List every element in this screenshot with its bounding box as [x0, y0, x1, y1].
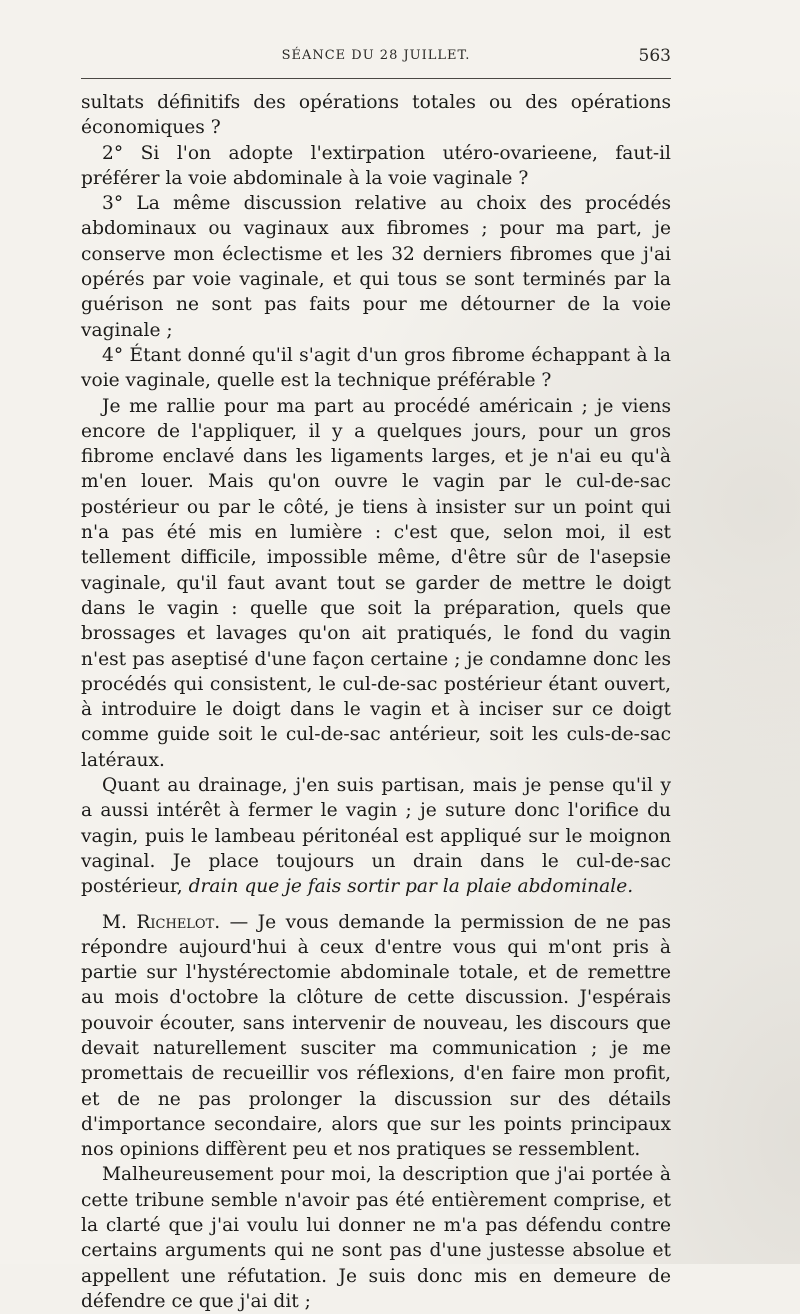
running-title: SÉANCE DU 28 JUILLET.: [281, 48, 471, 63]
italic-text: drain que je fais sortir par la plaie abdominale.: [188, 876, 634, 898]
page-header: [81, 48, 671, 72]
paragraph-text: — Je vous demande la permission de ne pas répondre aujourd'hui à ceux d'entre vous qui m'ont pris à partie sur l'hystérectomie abdominale totale, et de remettre au mois d'octobre la clôture de cette discussion. J'espérais pouvoir écouter, sans intervenir de nouveau, les discours que devait naturellement susciter ma communication ; je me promettais de recueillir vos réflexions, d'en faire mon profit, et de ne pas prolonger la discussion sur des détails d'importance secondaire, alors que sur les points principaux nos opinions diffèrent peu et nos pratiques se ressemblent.: [81, 911, 671, 1161]
paragraph: Je me rallie pour ma part au procédé américain ; je viens encore de l'appliquer, il y a quelques jours, pour un gros fibrome enclavé dans les ligaments larges, et je n'ai eu qu'à m'en louer. Mais qu'on ouvre le vagin par le cul-de-sac postérieur ou par le côté, je tiens à insister sur un point qui n'a pas été mis en lumière : c'est que, selon moi, il est tellement difficile, impossible même, d'être sûr de l'asepsie vaginale, qu'il faut avant tout se garder de mettre le doigt dans le vagin : quelle que soit la préparation, quels que brossages et lavages qu'on ait pratiqués, le fond du vagin n'est pas aseptisé d'une façon certaine ; je condamne donc les procédés qui consistent, le cul-de-sac postérieur étant ouvert, à introduire le doigt dans le vagin et à inciser sur ce doigt comme guide soit le cul-de-sac antérieur, soit les culs-de-sac latéraux.: [81, 395, 671, 771]
body-text: [81, 90, 671, 1314]
paragraph: Malheureusement pour moi, la description que j'ai portée à cette tribune semble n'avoir pas été entièrement comprise, et la clarté que j'ai voulu lui donner ne m'a pas défendu contre certains arguments qui ne sont pas d'une justesse absolue et appellent une réfutation. Je suis donc mis en demeure de défendre ce que j'ai dit ;: [81, 1164, 671, 1312]
header-rule: [81, 78, 671, 79]
page-number: 563: [638, 46, 671, 66]
paragraph: [81, 773, 671, 899]
paragraph: [81, 910, 671, 1163]
paragraph: sultats définitifs des opérations totales ou des opérations économiques ?: [81, 92, 671, 139]
speaker-name: M. Richelot.: [102, 911, 221, 933]
paragraph: 2° Si l'on adopte l'extirpation utéro-ovarieene, faut-il préférer la voie abdominale à la voie vaginale ?: [81, 142, 671, 189]
paragraph-text: Quant au drainage, j'en suis partisan, mais je pense qu'il y a aussi intérêt à fermer le vagin ; je suture donc l'orifice du vagin, puis le lambeau péritonéal est appliqué sur le moignon vaginal. Je place toujours un drain dans le cul-de-sac postérieur,: [81, 775, 671, 898]
paragraph: 3° La même discussion relative au choix des procédés abdominaux ou vaginaux aux fibromes ; pour ma part, je conserve mon éclectisme et les 32 derniers fibromes que j'ai opérés par voie vaginale, et qui tous se sont terminés par la guérison ne sont pas faits pour me détourner de la voie vaginale ;: [81, 193, 671, 341]
paragraph: 4° Étant donné qu'il s'agit d'un gros fibrome échappant à la voie vaginale, quelle est la technique préférable ?: [81, 344, 671, 392]
